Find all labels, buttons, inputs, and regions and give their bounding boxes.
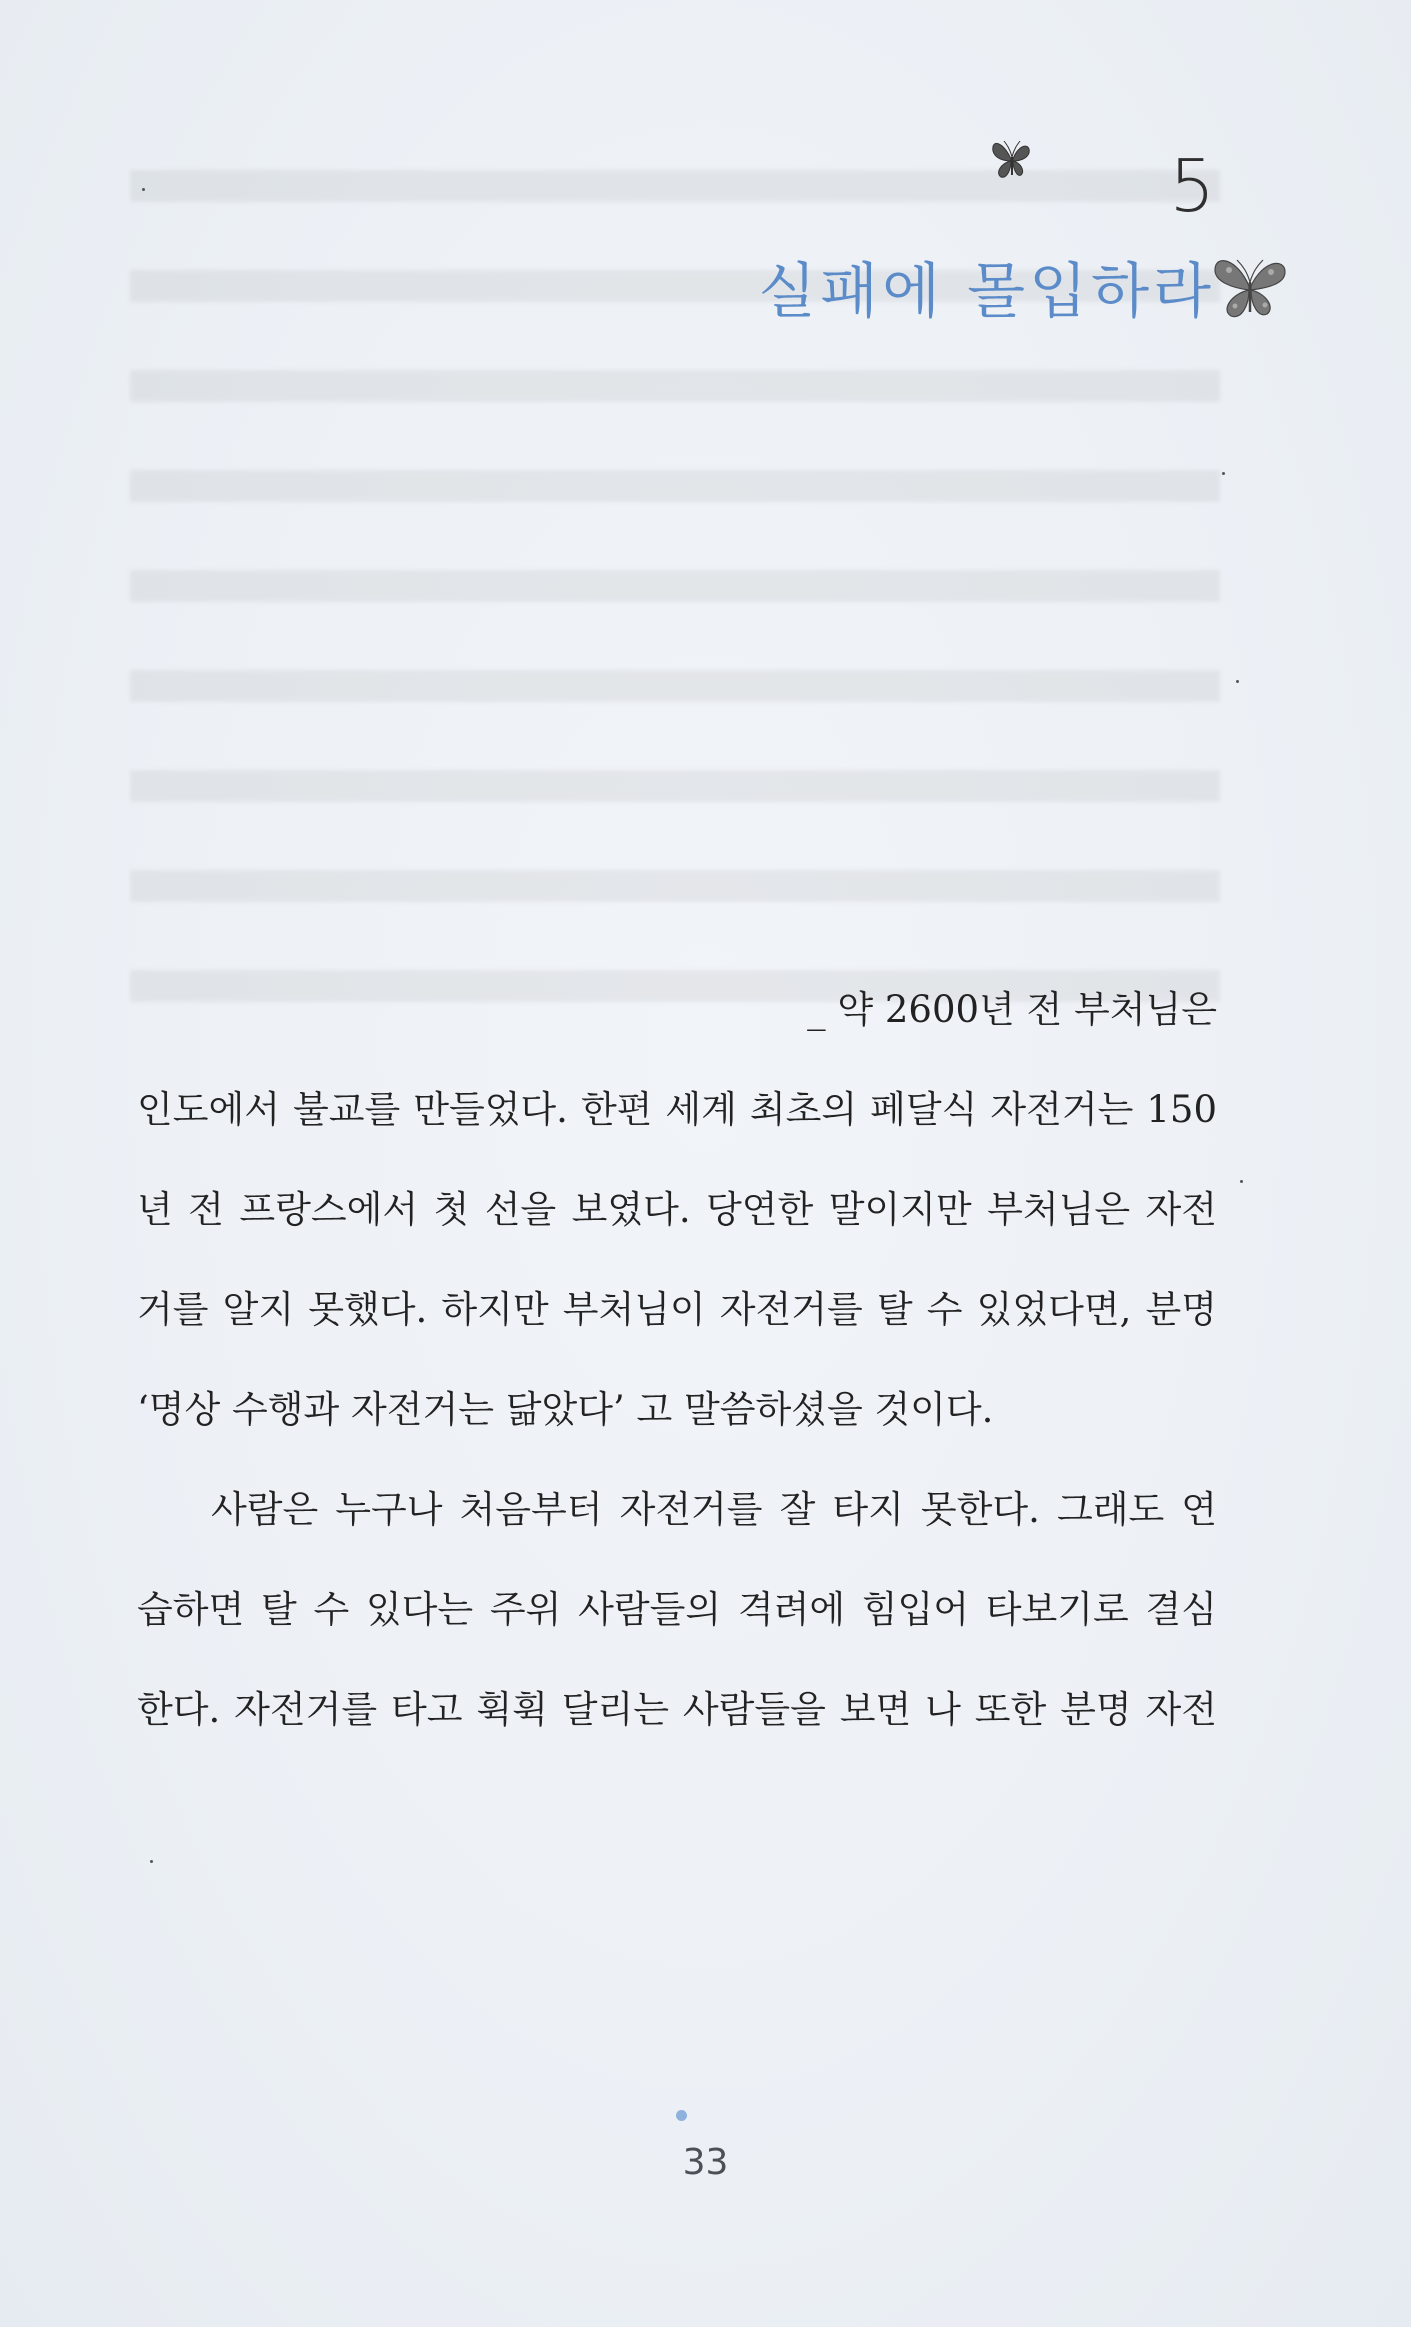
paper-speck — [1222, 472, 1225, 475]
text-line: 한다. 자전거를 타고 휙휙 달리는 사람들을 보면 나 또한 분명 자전 — [137, 1688, 1217, 1731]
paper-speck — [1236, 680, 1239, 683]
butterfly-icon — [1209, 250, 1291, 326]
butterfly-icon — [989, 135, 1035, 185]
paper-speck — [1240, 1180, 1243, 1183]
text-line: 사람은 누구나 처음부터 자전거를 잘 타지 못한다. 그래도 연 — [211, 1488, 1217, 1531]
paper-speck — [142, 188, 145, 191]
text-line: ‘명상 수행과 자전거는 닮았다’ 고 말씀하셨을 것이다. — [137, 1388, 994, 1431]
text-line: _ 약 2600년 전 부처님은 — [807, 988, 1217, 1031]
text-line: 인도에서 불교를 만들었다. 한편 세계 최초의 페달식 자전거는 150 — [137, 1088, 1217, 1131]
page-dot — [676, 2110, 687, 2121]
text-line: 거를 알지 못했다. 하지만 부처님이 자전거를 탈 수 있었다면, 분명 — [137, 1288, 1217, 1331]
page-number: 33 — [682, 2142, 729, 2183]
chapter-number: 5 — [1169, 144, 1215, 228]
text-line: 년 전 프랑스에서 첫 선을 보였다. 당연한 말이지만 부처님은 자전 — [137, 1188, 1217, 1231]
text-line: 습하면 탈 수 있다는 주위 사람들의 격려에 힘입어 타보기로 결심 — [137, 1588, 1217, 1631]
body-text — [137, 960, 1217, 1760]
paper-speck — [150, 1860, 153, 1863]
chapter-title: 실패에 몰입하라 — [758, 257, 1215, 327]
